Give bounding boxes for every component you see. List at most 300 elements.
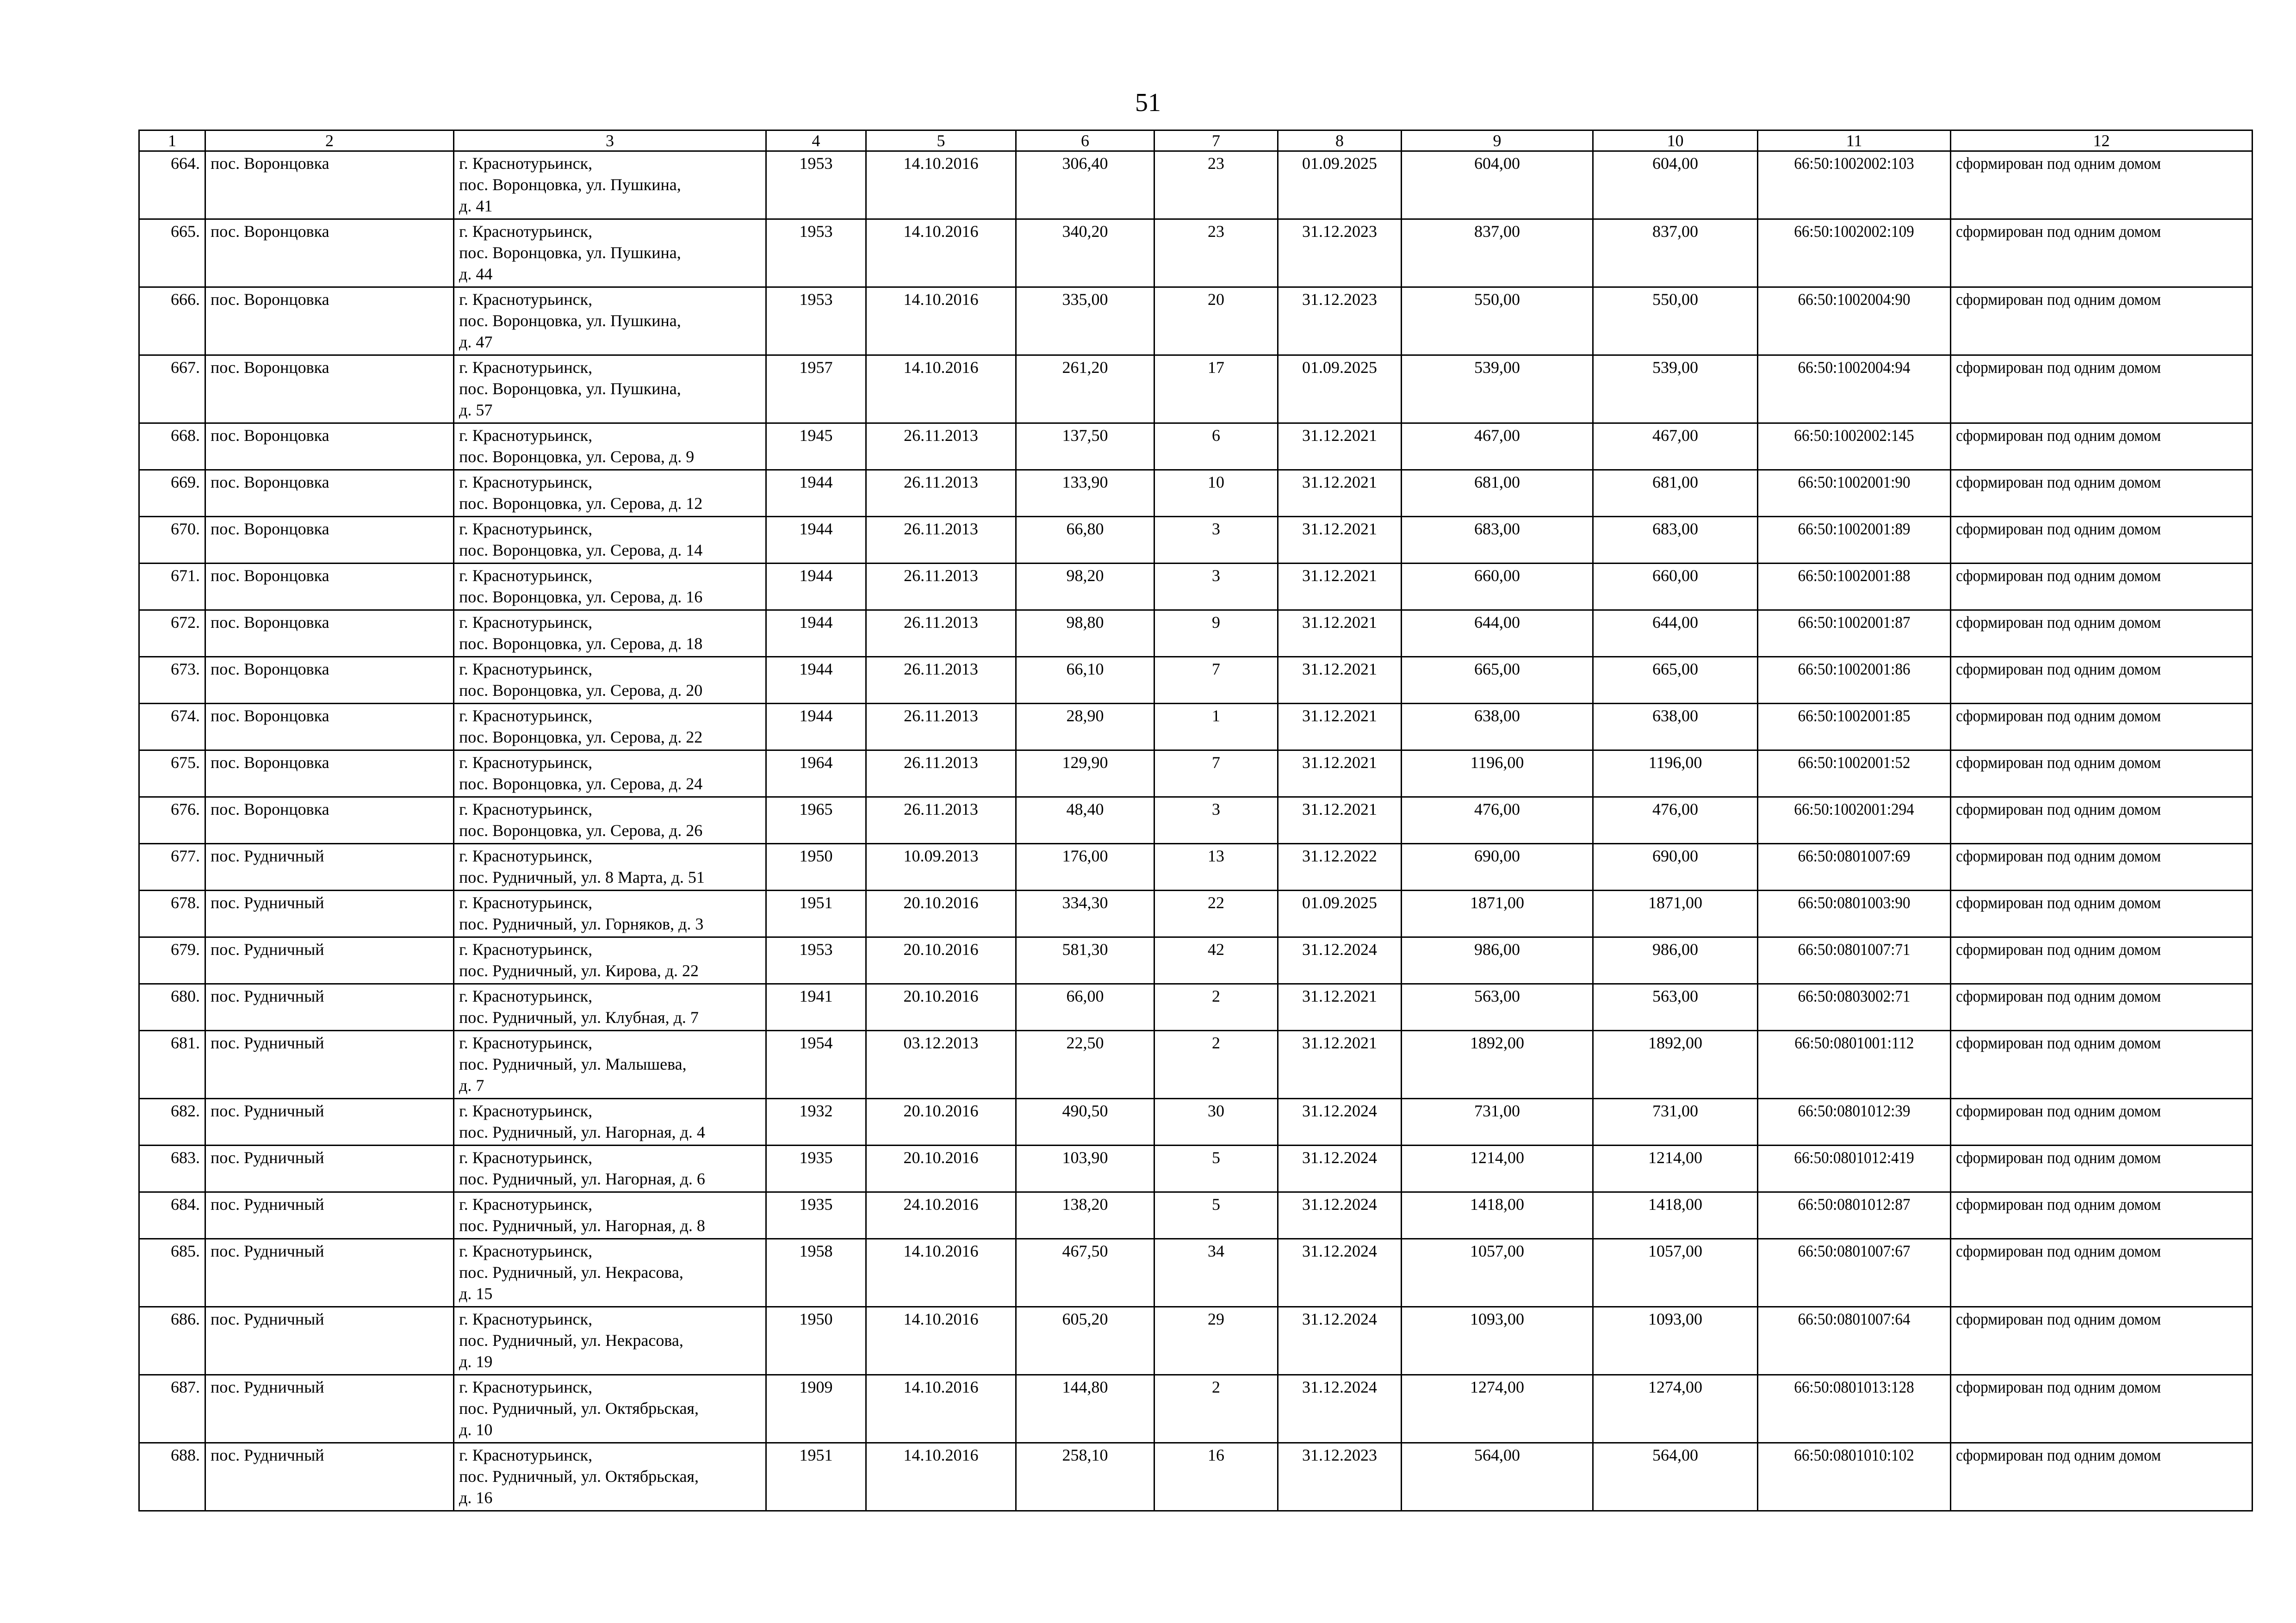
row-number-text: 666. [171,290,200,309]
address-line: г. Краснотурьинск, [459,1310,593,1328]
value-text: 467,00 [1652,426,1698,445]
address-cell [454,657,766,704]
value-cell [1402,984,1593,1031]
year-built-cell [766,1375,866,1443]
deadline-text: 31.12.2021 [1302,1034,1377,1052]
note-cell [1951,657,2253,704]
cadastral-number-text: 66:50:1002002:145 [1794,426,1914,445]
cadastral-number-text: 66:50:1002001:85 [1798,706,1911,725]
row-number-cell [139,984,205,1031]
cadastral-number-text: 66:50:0801010:102 [1794,1446,1914,1464]
residents-text: 30 [1208,1102,1224,1120]
note-text: сформирован под одним домом [1956,520,2161,538]
value-text: 665,00 [1474,660,1520,678]
date-cell [866,1443,1016,1511]
settlement-text: пос. Рудничный [211,1310,324,1328]
area-text: 66,00 [1066,987,1104,1005]
deadline-cell [1278,984,1402,1031]
address-line: д. 15 [459,1284,493,1303]
area-text: 98,80 [1066,613,1104,632]
year-built-text: 1953 [799,290,833,309]
address-line: пос. Рудничный, ул. Нагорная, д. 4 [459,1123,705,1141]
year-built-cell [766,1307,866,1375]
value-cell [1402,750,1593,797]
table-row [139,844,2253,891]
row-number-text: 686. [171,1310,200,1328]
address-line: г. Краснотурьинск, [459,1195,593,1214]
value-text: 563,00 [1652,987,1698,1005]
cadastral-number-cell [1758,219,1951,287]
area-cell [1016,1443,1154,1511]
address-line: г. Краснотурьинск, [459,222,593,241]
settlement-text: пос. Воронцовка [211,706,329,725]
deadline-cell [1278,1375,1402,1443]
residents-text: 13 [1208,847,1224,865]
note-cell [1951,937,2253,984]
settlement-cell [205,219,454,287]
cadastral-number-text: 66:50:0801003:90 [1798,893,1911,912]
note-cell [1951,750,2253,797]
deadline-text: 01.09.2025 [1302,358,1377,377]
settlement-cell [205,1375,454,1443]
deadline-cell [1278,1146,1402,1192]
deadline-text: 31.12.2021 [1302,520,1377,538]
note-cell [1951,423,2253,470]
address-line: г. Краснотурьинск, [459,800,593,818]
row-number-cell [139,797,205,844]
value-cell [1402,844,1593,891]
settlement-text: пос. Воронцовка [211,154,329,173]
row-number-cell [139,423,205,470]
residents-cell [1154,355,1278,423]
residents-text: 3 [1212,566,1220,585]
table-row [139,219,2253,287]
cadastral-number-cell [1758,797,1951,844]
residents-text: 34 [1208,1242,1224,1260]
value-cell [1402,355,1593,423]
date-text: 14.10.2016 [903,1242,979,1260]
address-line: д. 47 [459,333,493,351]
deadline-cell [1278,1239,1402,1307]
residents-text: 5 [1212,1148,1220,1167]
date-text: 14.10.2016 [903,154,979,173]
settlement-text: пос. Воронцовка [211,566,329,585]
area-cell [1016,1192,1154,1239]
settlement-cell [205,355,454,423]
date-text: 26.11.2013 [904,566,978,585]
value-text: 1093,00 [1648,1310,1702,1328]
date-cell [866,517,1016,564]
deadline-cell [1278,704,1402,750]
settlement-cell [205,564,454,610]
date-text: 24.10.2016 [903,1195,979,1214]
year-built-cell [766,657,866,704]
date-cell [866,1239,1016,1307]
area-cell [1016,470,1154,517]
year-built-cell [766,891,866,937]
value-text: 550,00 [1652,290,1698,309]
table-row [139,1375,2253,1443]
address-line: пос. Воронцовка, ул. Серова, д. 9 [459,447,695,466]
date-cell [866,984,1016,1031]
deadline-text: 31.12.2021 [1302,800,1377,818]
address-line: г. Краснотурьинск, [459,1446,593,1464]
deadline-cell [1278,219,1402,287]
year-built-cell [766,797,866,844]
date-text: 26.11.2013 [904,660,978,678]
row-number-text: 678. [171,893,200,912]
column-header: 2 [205,130,454,151]
settlement-text: пос. Воронцовка [211,290,329,309]
year-built-text: 1909 [799,1378,833,1396]
address-line: пос. Воронцовка, ул. Серова, д. 24 [459,774,703,793]
address-cell [454,1146,766,1192]
address-line: пос. Воронцовка, ул. Серова, д. 14 [459,541,703,559]
address-cell [454,423,766,470]
value-text: 644,00 [1474,613,1520,632]
address-line: пос. Воронцовка, ул. Пушкина, [459,243,681,262]
deadline-cell [1278,891,1402,937]
cadastral-number-cell [1758,610,1951,657]
address-cell [454,750,766,797]
residents-cell [1154,704,1278,750]
value-text: 1274,00 [1470,1378,1524,1396]
address-cell [454,564,766,610]
address-cell [454,517,766,564]
residents-cell [1154,1192,1278,1239]
address-line: пос. Воронцовка, ул. Серова, д. 12 [459,494,703,513]
settlement-text: пос. Рудничный [211,1034,324,1052]
value-cell [1593,984,1758,1031]
value-cell [1593,151,1758,219]
row-number-cell [139,219,205,287]
date-cell [866,470,1016,517]
address-cell [454,704,766,750]
note-text: сформирован под одним домом [1956,1310,2161,1328]
year-built-cell [766,844,866,891]
value-text: 1871,00 [1470,893,1524,912]
residents-cell [1154,797,1278,844]
note-text: сформирован под одним домом [1956,154,2161,173]
note-text: сформирован под одним домом [1956,566,2161,585]
year-built-cell [766,1192,866,1239]
value-cell [1402,657,1593,704]
note-text: сформирован под одним домом [1956,358,2161,377]
deadline-cell [1278,1192,1402,1239]
table-row [139,564,2253,610]
value-cell [1593,219,1758,287]
date-cell [866,937,1016,984]
settlement-text: пос. Воронцовка [211,473,329,491]
date-text: 26.11.2013 [904,520,978,538]
residents-text: 9 [1212,613,1220,632]
table-row [139,1307,2253,1375]
address-cell [454,797,766,844]
column-header: 5 [866,130,1016,151]
area-cell [1016,891,1154,937]
row-number-text: 679. [171,940,200,959]
column-header: 4 [766,130,866,151]
cadastral-number-cell [1758,1443,1951,1511]
date-text: 14.10.2016 [903,222,979,241]
value-cell [1402,564,1593,610]
note-text: сформирован под одним домом [1956,426,2161,445]
note-cell [1951,1375,2253,1443]
address-line: г. Краснотурьинск, [459,706,593,725]
value-cell [1593,1239,1758,1307]
deadline-text: 31.12.2021 [1302,473,1377,491]
residents-text: 17 [1208,358,1224,377]
value-cell [1593,287,1758,355]
table-row [139,517,2253,564]
cadastral-number-text: 66:50:0801007:71 [1798,940,1911,959]
deadline-text: 31.12.2024 [1302,1195,1377,1214]
row-number-text: 673. [171,660,200,678]
year-built-text: 1950 [799,1310,833,1328]
address-cell [454,1099,766,1146]
area-cell [1016,219,1154,287]
settlement-cell [205,891,454,937]
settlement-cell [205,470,454,517]
cadastral-number-cell [1758,1239,1951,1307]
deadline-cell [1278,610,1402,657]
address-line: г. Краснотурьинск, [459,893,593,912]
value-cell [1593,355,1758,423]
date-text: 26.11.2013 [904,613,978,632]
value-cell [1402,1375,1593,1443]
table-row [139,1239,2253,1307]
settlement-cell [205,984,454,1031]
address-line: г. Краснотурьинск, [459,847,593,865]
date-text: 14.10.2016 [903,290,979,309]
year-built-cell [766,564,866,610]
address-line: г. Краснотурьинск, [459,940,593,959]
year-built-text: 1953 [799,222,833,241]
value-cell [1402,704,1593,750]
deadline-cell [1278,151,1402,219]
residents-cell [1154,151,1278,219]
date-text: 20.10.2016 [903,1148,979,1167]
date-cell [866,423,1016,470]
settlement-text: пос. Воронцовка [211,660,329,678]
residents-text: 5 [1212,1195,1220,1214]
value-cell [1593,564,1758,610]
note-cell [1951,470,2253,517]
year-built-text: 1941 [799,987,833,1005]
row-number-cell [139,610,205,657]
residents-cell [1154,423,1278,470]
settlement-cell [205,657,454,704]
deadline-text: 31.12.2021 [1302,566,1377,585]
address-line: пос. Воронцовка, ул. Серова, д. 22 [459,728,703,746]
note-cell [1951,517,2253,564]
address-line: пос. Воронцовка, ул. Пушкина, [459,175,681,194]
settlement-text: пос. Рудничный [211,1148,324,1167]
year-built-text: 1944 [799,473,833,491]
row-number-cell [139,287,205,355]
area-cell [1016,1031,1154,1099]
value-text: 660,00 [1652,566,1698,585]
date-text: 14.10.2016 [903,358,979,377]
deadline-cell [1278,517,1402,564]
residents-text: 7 [1212,753,1220,772]
value-cell [1402,1239,1593,1307]
year-built-text: 1935 [799,1148,833,1167]
address-line: г. Краснотурьинск, [459,566,593,585]
note-text: сформирован под одним домом [1956,1034,2161,1052]
address-line: пос. Рудничный, ул. Некрасова, [459,1263,683,1282]
area-text: 103,90 [1062,1148,1108,1167]
area-cell [1016,610,1154,657]
address-line: г. Краснотурьинск, [459,473,593,491]
note-text: сформирован под одним домом [1956,847,2161,865]
area-cell [1016,564,1154,610]
note-text: сформирован под одним домом [1956,800,2161,818]
value-cell [1593,797,1758,844]
row-number-text: 668. [171,426,200,445]
row-number-cell [139,1443,205,1511]
date-text: 26.11.2013 [904,753,978,772]
address-line: д. 57 [459,401,493,419]
value-text: 1274,00 [1648,1378,1702,1396]
year-built-text: 1944 [799,613,833,632]
value-text: 1892,00 [1648,1034,1702,1052]
year-built-text: 1945 [799,426,833,445]
value-cell [1593,1146,1758,1192]
deadline-text: 31.12.2024 [1302,1378,1377,1396]
note-text: сформирован под одним домом [1956,1446,2161,1464]
year-built-cell [766,287,866,355]
row-number-text: 683. [171,1148,200,1167]
address-cell [454,1031,766,1099]
note-text: сформирован под одним домом [1956,1378,2161,1396]
residents-cell [1154,844,1278,891]
address-line: пос. Рудничный, ул. Некрасова, [459,1331,683,1350]
area-text: 335,00 [1062,290,1108,309]
table-row [139,610,2253,657]
address-line: д. 7 [459,1076,484,1095]
value-text: 1418,00 [1648,1195,1702,1214]
residents-cell [1154,219,1278,287]
value-cell [1593,470,1758,517]
note-cell [1951,355,2253,423]
row-number-cell [139,1239,205,1307]
address-cell [454,287,766,355]
cadastral-number-text: 66:50:0803002:71 [1798,987,1911,1005]
row-number-text: 687. [171,1378,200,1396]
area-text: 138,20 [1062,1195,1108,1214]
year-built-cell [766,937,866,984]
residents-cell [1154,657,1278,704]
address-line: г. Краснотурьинск, [459,660,593,678]
note-cell [1951,844,2253,891]
table-row [139,704,2253,750]
value-text: 837,00 [1474,222,1520,241]
column-header: 3 [454,130,766,151]
value-text: 644,00 [1652,613,1698,632]
value-text: 638,00 [1652,706,1698,725]
date-cell [866,704,1016,750]
value-text: 683,00 [1474,520,1520,538]
table-body [139,151,2253,1511]
value-cell [1593,517,1758,564]
value-text: 563,00 [1474,987,1520,1005]
value-text: 604,00 [1474,154,1520,173]
settlement-cell [205,1307,454,1375]
residents-cell [1154,1307,1278,1375]
value-text: 986,00 [1474,940,1520,959]
note-text: сформирован под одним домом [1956,1195,2161,1214]
note-text: сформирован под одним домом [1956,706,2161,725]
table-row [139,937,2253,984]
year-built-text: 1944 [799,520,833,538]
cadastral-number-text: 66:50:0801007:67 [1798,1242,1911,1260]
row-number-cell [139,1375,205,1443]
residents-text: 16 [1208,1446,1224,1464]
residents-cell [1154,1031,1278,1099]
settlement-text: пос. Воронцовка [211,800,329,818]
address-line: г. Краснотурьинск, [459,1378,593,1396]
date-cell [866,750,1016,797]
settlement-text: пос. Воронцовка [211,426,329,445]
address-line: пос. Рудничный, ул. Октябрьская, [459,1399,699,1418]
residents-cell [1154,984,1278,1031]
table-row [139,891,2253,937]
value-cell [1402,287,1593,355]
residents-cell [1154,517,1278,564]
cadastral-number-cell [1758,470,1951,517]
row-number-text: 670. [171,520,200,538]
row-number-cell [139,750,205,797]
residents-text: 2 [1212,987,1220,1005]
residents-text: 1 [1212,706,1220,725]
value-text: 467,00 [1474,426,1520,445]
residents-text: 6 [1212,426,1220,445]
area-text: 48,40 [1066,800,1104,818]
value-text: 681,00 [1652,473,1698,491]
column-header: 8 [1278,130,1402,151]
area-cell [1016,797,1154,844]
residents-cell [1154,937,1278,984]
note-cell [1951,984,2253,1031]
settlement-cell [205,1239,454,1307]
value-text: 550,00 [1474,290,1520,309]
deadline-cell [1278,750,1402,797]
year-built-cell [766,470,866,517]
column-header: 7 [1154,130,1278,151]
cadastral-number-cell [1758,517,1951,564]
deadline-text: 31.12.2021 [1302,987,1377,1005]
address-line: д. 41 [459,197,493,215]
deadline-cell [1278,844,1402,891]
cadastral-number-text: 66:50:1002001:52 [1798,753,1911,772]
table-row [139,984,2253,1031]
address-line: г. Краснотурьинск, [459,426,593,445]
address-line: г. Краснотурьинск, [459,1102,593,1120]
cadastral-number-text: 66:50:1002001:86 [1798,660,1911,678]
address-line: пос. Рудничный, ул. Кирова, д. 22 [459,961,699,980]
note-text: сформирован под одним домом [1956,1148,2161,1167]
value-cell [1593,891,1758,937]
table-row [139,423,2253,470]
residents-cell [1154,564,1278,610]
address-cell [454,151,766,219]
address-line: пос. Воронцовка, ул. Серова, д. 18 [459,634,703,653]
cadastral-number-text: 66:50:1002001:294 [1794,800,1914,818]
note-cell [1951,1192,2253,1239]
settlement-cell [205,1031,454,1099]
address-line: г. Краснотурьинск, [459,1242,593,1260]
